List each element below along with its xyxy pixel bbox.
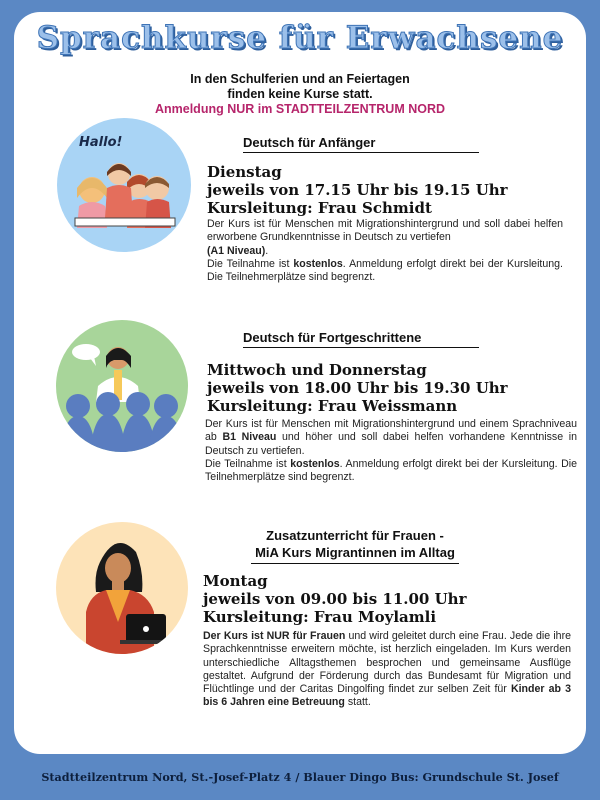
desc-text: und wird geleitet durch eine Frau. Jede die ihre Sprachkenntnisse erweitern möchte, ist herzlich eingeladen. Im Kurs werden unterschiedliche Alltagsthemen besprochen und gemeinsame Ausflüge gestaltet. Aufgrund der Förderung durch das Bundesamt für Migration und Flüchtlinge und der Caritas Dingolfing findet zur selben Zeit für: [203, 630, 571, 696]
free-label: kostenlos: [290, 457, 340, 470]
women-only-label: Der Kurs ist NUR für Frauen: [203, 630, 346, 642]
women-course-day: Montag: [203, 572, 268, 590]
free-label: kostenlos: [293, 257, 343, 270]
advanced-description: [205, 418, 577, 484]
beginners-schedule: [207, 163, 577, 217]
women-course-time: jeweils von 09.00 bis 11.00 Uhr: [203, 590, 467, 608]
beginners-heading: Deutsch für Anfänger: [243, 135, 479, 153]
desc-text: Der Kurs ist für Menschen mit Migrationshintergrund und soll dabei helfen erworbene Grundkenntnisse in Deutsch zu vertiefen: [207, 218, 563, 244]
women-course-heading: [220, 527, 490, 564]
footer-address: Stadtteilzentrum Nord, St.-Josef-Platz 4 / Blauer Dingo Bus: Grundschule St. Josef: [41, 770, 559, 784]
speech-bubble-icon: [72, 344, 100, 366]
intro-notice: [0, 72, 600, 117]
women-heading-line-2: MiA Kurs Migrantinnen im Alltag: [251, 544, 459, 564]
students-group-icon: [75, 163, 175, 228]
beginners-day: Dienstag: [207, 163, 282, 181]
women-course-illustration: [56, 522, 188, 654]
desc-text: Der Kurs ist für Menschen mit Migrationshintergrund und einem Sprachniveau ab: [205, 418, 577, 444]
advanced-day: Mittwoch und Donnerstag: [207, 361, 427, 379]
level-label: (A1 Niveau): [207, 244, 266, 257]
beginners-time: jeweils von 17.15 Uhr bis 19.15 Uhr: [207, 181, 508, 199]
advanced-time: jeweils von 18.00 Uhr bis 19.30 Uhr: [207, 379, 508, 397]
intro-line-2: finden keine Kurse statt.: [227, 87, 373, 101]
beginners-illustration: [57, 118, 191, 252]
registration-notice: Anmeldung NUR im STADTTEILZENTRUM NORD: [154, 102, 446, 116]
poster-title: Sprachkurse für Erwachsene: [36, 20, 564, 56]
intro-line-1: In den Schulferien und an Feiertagen: [190, 72, 410, 86]
speech-text: Hallo!: [79, 135, 123, 150]
desc-text: .: [265, 244, 269, 257]
beginners-description: [207, 218, 563, 284]
advanced-teacher: Kursleitung: Frau Weissmann: [207, 397, 458, 415]
women-heading-line-1: Zusatzunterricht für Frauen -: [266, 528, 444, 543]
advanced-illustration: [56, 320, 188, 452]
childcare-label: Kinder ab 3 bis 6 Jahren eine Betreuung: [203, 683, 571, 709]
woman-with-laptop-icon: [86, 543, 170, 654]
women-course-teacher: Kursleitung: Frau Moylamli: [203, 608, 437, 626]
desc-text: . Anmeldung erfolgt direkt bei der Kursleitung. Die Teilnehmerplätze sind begrenzt.: [205, 457, 577, 484]
desc-text: Die Teilnahme ist: [205, 457, 291, 470]
women-course-schedule: [203, 572, 573, 626]
advanced-schedule: [207, 361, 577, 415]
desc-text: und höher und soll dabei helfen vorhandene Kenntnisse in Deutsch zu vertiefen.: [205, 431, 577, 457]
advanced-heading: Deutsch für Fortgeschrittene: [243, 330, 479, 348]
beginners-teacher: Kursleitung: Frau Schmidt: [207, 199, 432, 217]
desc-text: Die Teilnahme ist: [207, 257, 294, 270]
level-label: B1 Niveau: [222, 431, 277, 444]
desc-text: . Anmeldung erfolgt direkt bei der Kursleitung. Die Teilnehmerplätze sind begrenzt.: [207, 257, 563, 284]
women-course-description: [203, 630, 571, 710]
desc-text: statt.: [344, 696, 371, 709]
